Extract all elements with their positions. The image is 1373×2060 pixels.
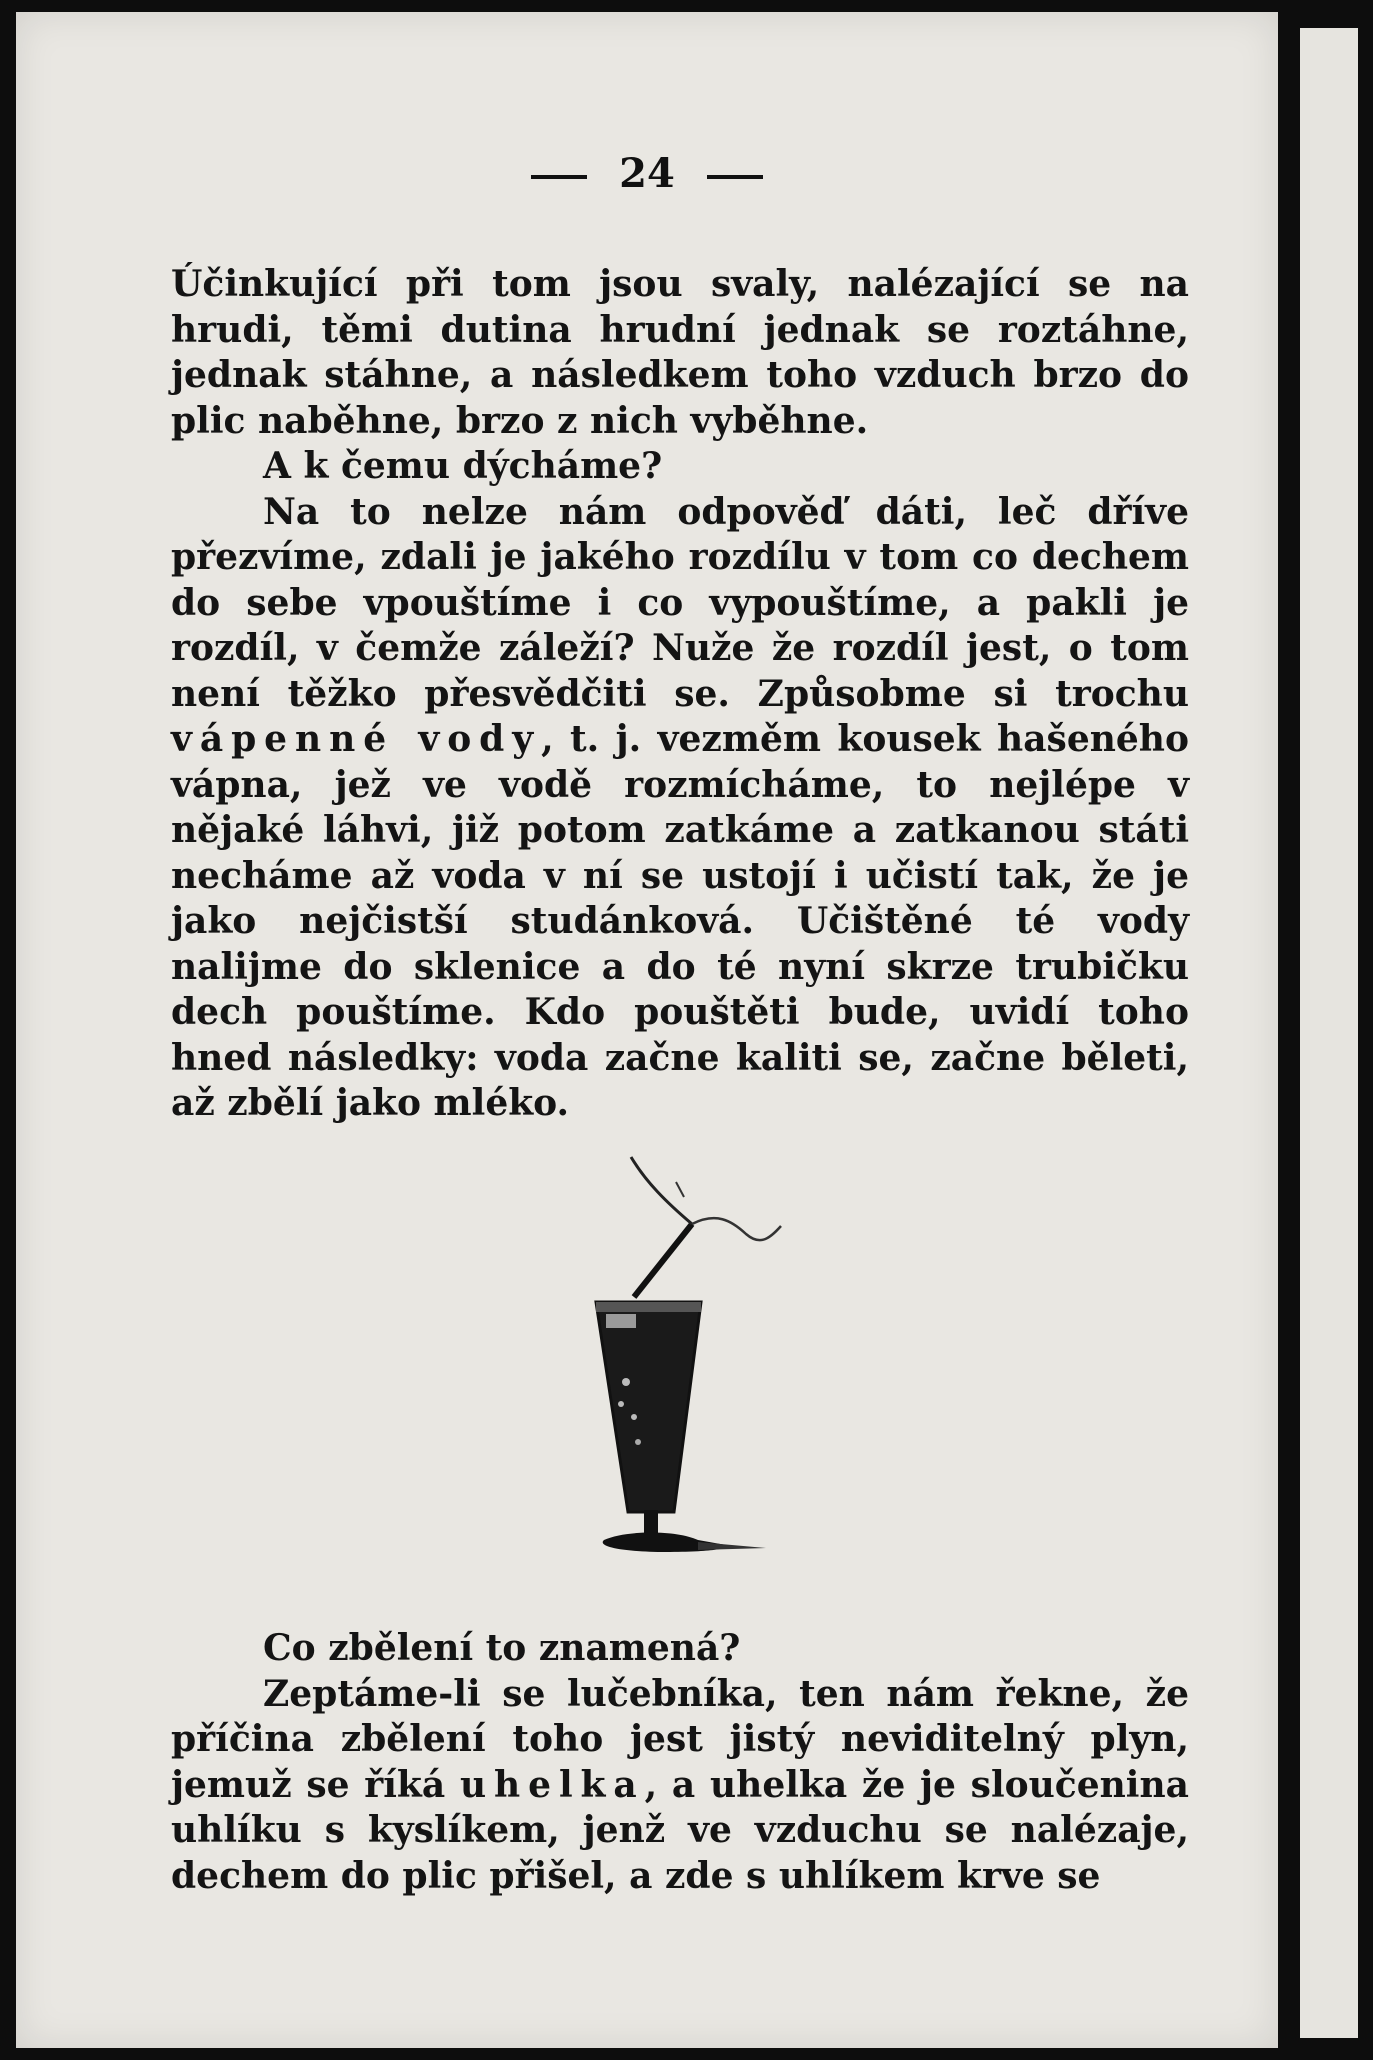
folio-dash-left bbox=[531, 175, 587, 179]
spaced-emphasis: vápenné vody bbox=[171, 718, 542, 760]
text-run: , t. j. vezměm kousek hašeného vápna, jež ve vodě rozmícháme, to nejlépe v nějaké láhvi, již potom zatkáme a zatkanou státi necháme až voda v ní se ustojí i učistí tak, že je jako nejčistší studánková. Učištěné té vody nalijme do sklenice a do té nyní skrze trubičku dech pouštíme. Kdo pouštěti bude, uvidí toho hned následky: voda začne kaliti se, začne běleti, až zbělí jako mléko. bbox=[171, 718, 1189, 1124]
book-page bbox=[16, 12, 1278, 2048]
text-run: Zeptáme-li se lučebníka, ten nám řekne, že příčina zbělení toho jest jistý neviditelný plyn, jemuž se říká bbox=[171, 1672, 1189, 1806]
text-run: Na to nelze nám odpověď dáti, leč dříve přezvíme, zdali je jakého rozdílu v tom co dechem do sebe vpouštíme i co vypouštíme, a pakli je rozdíl, v čemže záleží? Nuže že rozdíl jest, o tom není těžko přesvědčiti se. Způsobme si trochu bbox=[171, 490, 1189, 715]
paragraph: Co zbělení to znamená? bbox=[263, 1627, 741, 1669]
paragraph: A k čemu dýcháme? bbox=[263, 445, 663, 487]
page-number bbox=[16, 150, 1278, 197]
adjacent-page-edge bbox=[1300, 28, 1358, 2038]
spaced-emphasis: uhelka bbox=[459, 1763, 645, 1806]
drinking-glass-with-straw-icon bbox=[516, 1142, 856, 1592]
text-block-top bbox=[171, 262, 1189, 1127]
text-run: , a uhelka že je sloučenina uhlíku s kyslíkem, jenž ve vzduchu se nalézaje, dechem do plic přišel, a zde s uhlíkem krve se bbox=[171, 1763, 1189, 1897]
text-block-bottom bbox=[171, 1626, 1189, 1899]
paragraph: Účinkující při tom jsou svaly, nalézající se na hrudi, těmi dutina hrudní jednak se roztáhne, jednak stáhne, a následkem toho vzduch brzo do plic naběhne, brzo z nich vyběhne. bbox=[171, 263, 1189, 442]
page-number-text: 24 bbox=[619, 150, 675, 197]
paragraph bbox=[171, 490, 1189, 1127]
folio-dash-right bbox=[707, 175, 763, 179]
paragraph bbox=[171, 1672, 1189, 1900]
